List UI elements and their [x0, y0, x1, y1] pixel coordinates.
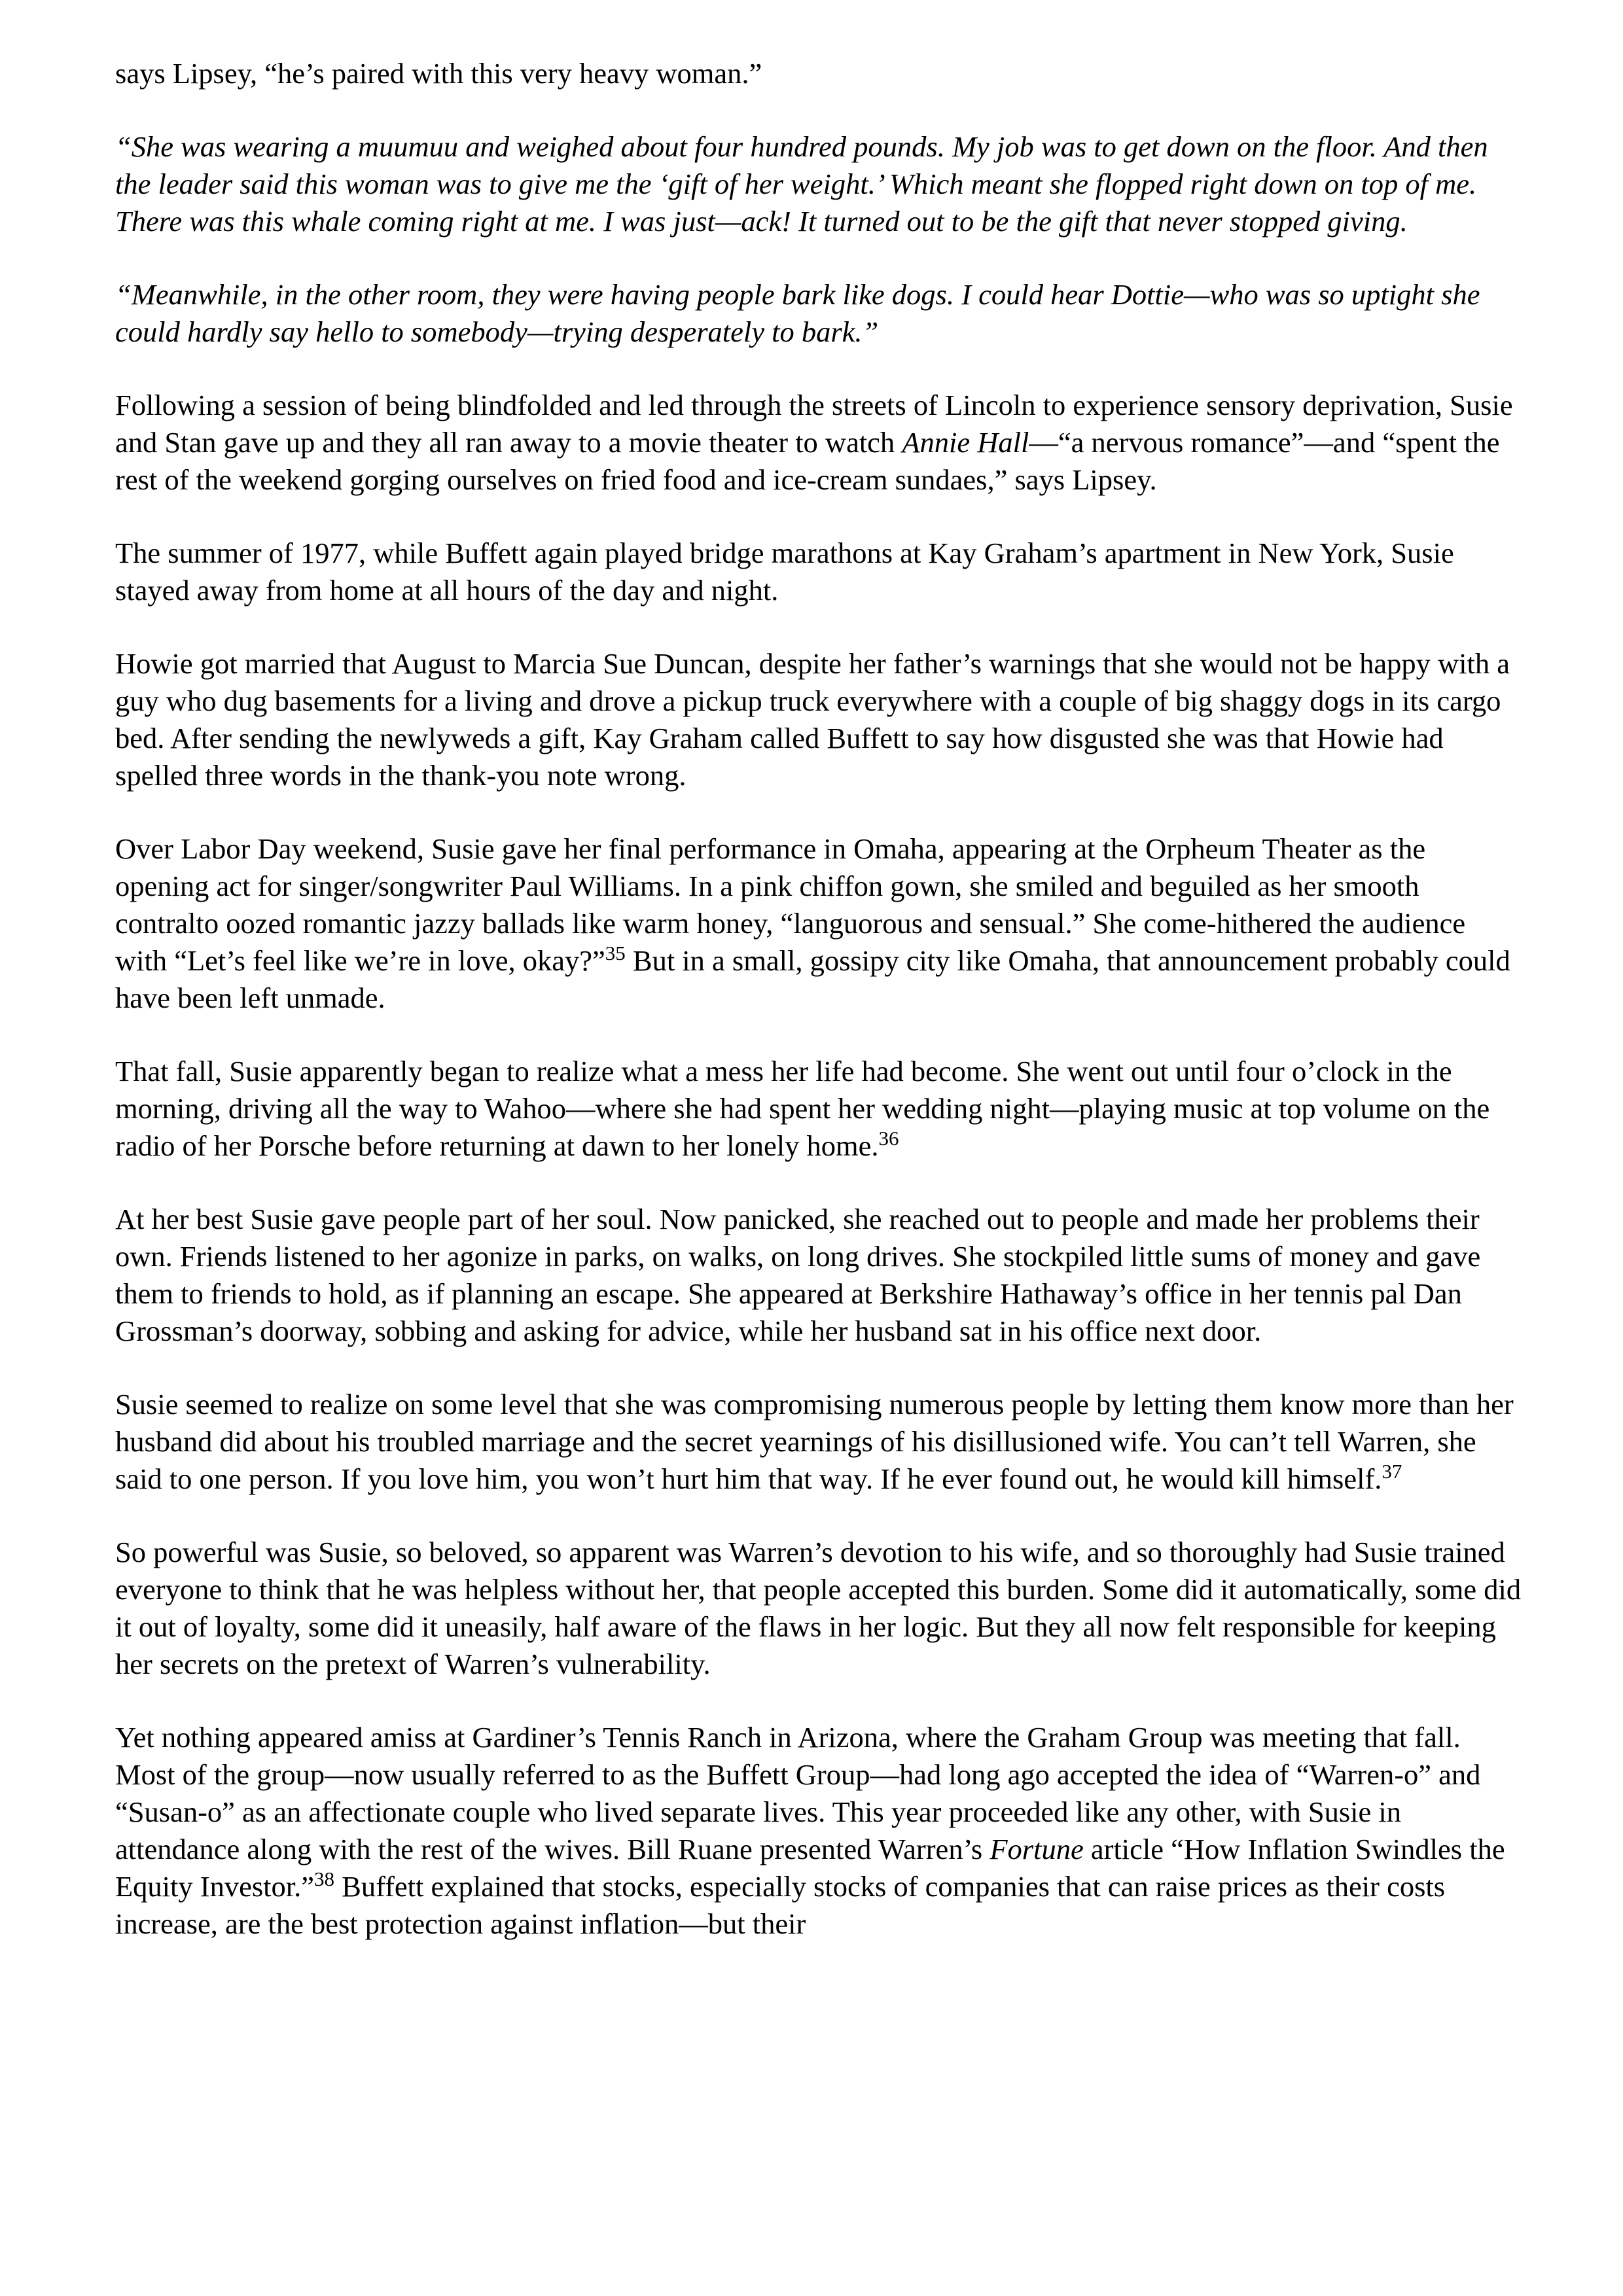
quote-bark-like-dogs: [115, 276, 1522, 351]
paragraph-text: “She was wearing a muumuu and weighed about four hundred pounds. My job was to get down on the floor. And then the leader said this woman was to give me the ‘gift of her weight.’ Which meant she flopped right down on top of me. There was this whale coming right at me. I was just—ack! It turned out to be the gift that never stopped giving.: [115, 130, 1488, 238]
paragraph-text: Buffett explained that stocks, especially stocks of companies that can raise prices as their costs increase, are the best protection against inflation—but their: [115, 1870, 1446, 1940]
film-title: Annie Hall: [902, 426, 1029, 459]
paragraph-so-powerful: [115, 1534, 1522, 1683]
paragraph-text: Susie seemed to realize on some level that she was compromising numerous people by letting them know more than her husband did about his troubled marriage and the secret yearnings of his disillusioned wife. You can’t tell Warren, she said to one person. If you love him, you won’t hurt him that way. If he ever found out, he would kill himself.: [115, 1388, 1514, 1495]
paragraph-text: says Lipsey, “he’s paired with this very heavy woman.”: [115, 57, 762, 90]
paragraph-lipsey-intro: [115, 55, 1522, 92]
paragraph-annie-hall: [115, 387, 1522, 499]
paragraph-text: —“a nervous romance”—and “spent the rest of the weekend gorging ourselves on fried food and ice-cream sundaes,” says Lipsey.: [115, 426, 1500, 496]
footnote-marker: 37: [1382, 1460, 1402, 1483]
magazine-title: Fortune: [990, 1833, 1084, 1865]
paragraph-text: At her best Susie gave people part of her soul. Now panicked, she reached out to people and made her problems their own. Friends listened to her agonize in parks, on walks, on long drives. She stockpiled little sums of money and gave them to friends to hold, as if planning an escape. She appeared at Berkshire Hathaway’s office in her tennis pal Dan Grossman’s doorway, sobbing and asking for advice, while her husband sat in his office next door.: [115, 1203, 1481, 1347]
footnote-marker: 35: [605, 942, 626, 964]
paragraph-compromising: [115, 1386, 1522, 1498]
footnote-marker: 36: [878, 1127, 899, 1150]
paragraph-tennis-ranch: [115, 1719, 1522, 1943]
paragraph-text: Following a session of being blindfolded and led through the streets of Lincoln to experience sensory deprivation, Susie and Stan gave up and they all ran away to a movie theater to watch: [115, 389, 1513, 459]
paragraph-that-fall: [115, 1053, 1522, 1165]
paragraph-text: Howie got married that August to Marcia Sue Duncan, despite her father’s warnings that she would not be happy with a guy who dug basements for a living and drove a pickup truck everywhere with a couple of big shaggy dogs in its cargo bed. After sending the newlyweds a gift, Kay Graham called Buffett to say how disgusted she was that Howie had spelled three words in the thank-you note wrong.: [115, 647, 1510, 792]
book-page: [115, 55, 1522, 1979]
paragraph-text: Yet nothing appeared amiss at Gardiner’s Tennis Ranch in Arizona, where the Graham Group was meeting that fall. Most of the group—now usually referred to as the Buffett Group—had long ago accepted the idea of “Warren-o” and “Susan-o” as an affectionate couple who lived separate lives. This year proceeded like any other, with Susie in attendance along with the rest of the wives. Bill Ruane presented Warren’s: [115, 1721, 1481, 1865]
paragraph-text: But in a small, gossipy city like Omaha, that announcement probably could have been left unmade.: [115, 944, 1510, 1014]
paragraph-text: The summer of 1977, while Buffett again played bridge marathons at Kay Graham’s apartment in New York, Susie stayed away from home at all hours of the day and night.: [115, 537, 1454, 607]
footnote-marker: 38: [314, 1867, 335, 1890]
paragraph-text: Over Labor Day weekend, Susie gave her final performance in Omaha, appearing at the Orpheum Theater as the opening act for singer/songwriter Paul Williams. In a pink chiffon gown, she smiled and beguiled as her smooth contralto oozed romantic jazzy ballads like warm honey, “languorous and sensual.” She come-hithered the audience with “Let’s feel like we’re in love, okay?”: [115, 832, 1466, 977]
paragraph-howie-married: [115, 645, 1522, 794]
paragraph-her-best: [115, 1201, 1522, 1350]
paragraph-final-performance: [115, 830, 1522, 1017]
paragraph-text: That fall, Susie apparently began to realize what a mess her life had become. She went out until four o’clock in the morning, driving all the way to Wahoo—where she had spent her wedding night—playing music at top volume on the radio of her Porsche before returning at dawn to her lonely home.: [115, 1055, 1490, 1162]
paragraph-text: So powerful was Susie, so beloved, so apparent was Warren’s devotion to his wife, and so thoroughly had Susie trained everyone to think that he was helpless without her, that people accepted this burden. Some did it automatically, some did it out of loyalty, some did it uneasily, half aware of the flaws in her logic. But they all now felt responsible for keeping her secrets on the pretext of Warren’s vulnerability.: [115, 1536, 1522, 1680]
paragraph-summer-1977: [115, 535, 1522, 609]
quote-muumuu: [115, 128, 1522, 240]
paragraph-text: article “How Inflation Swindles the Equity Investor.”: [115, 1833, 1505, 1903]
paragraph-text: “Meanwhile, in the other room, they were having people bark like dogs. I could hear Dottie—who was so uptight she could hardly say hello to somebody—trying desperately to bark.”: [115, 278, 1480, 348]
